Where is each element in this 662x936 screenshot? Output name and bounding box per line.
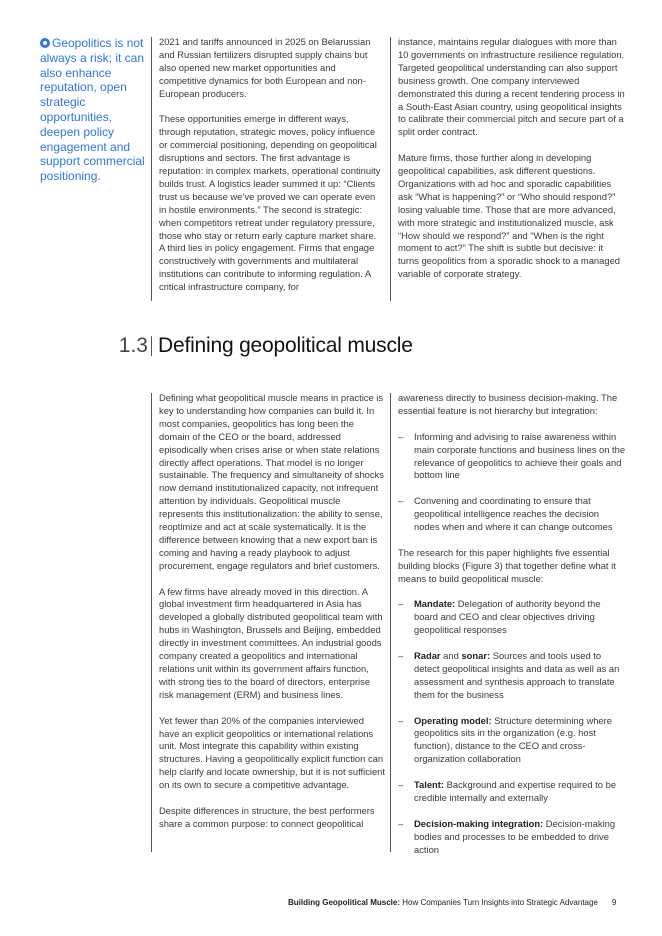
- top-column-2: [398, 36, 626, 281]
- section-number: 1.3: [118, 334, 148, 357]
- list-item: – Convening and coordinating to ensure that geopolitical intelligence reaches the decision nodes when and where it can change outcomes: [398, 495, 626, 534]
- list-text: Delegation of authority beyond the board and CEO and clear objectives driving geopolitical responses: [414, 598, 601, 636]
- list-term: Operating model:: [414, 714, 492, 726]
- column-divider: [390, 37, 391, 301]
- building-blocks-list: [398, 598, 626, 856]
- list-text: Sources and tools used to detect geopolitical insights and data as well as an assessment and synthesis approach to translate them for the business: [414, 650, 620, 700]
- list-term: Radar: [414, 650, 441, 662]
- column-divider: [151, 393, 152, 852]
- section-title: Defining geopolitical muscle: [158, 334, 413, 357]
- list-item: – Informing and advising to raise awareness within main corporate functions and business lines on the relevance of geopolitics to achieve their goals and bottom line: [398, 431, 626, 483]
- list-item: [398, 650, 626, 702]
- list-term: Mandate:: [414, 598, 456, 610]
- paragraph: Yet fewer than 20% of the companies interviewed have an explicit geopolitics or international relations unit. Most integrate this capability within existing structures. Having a geopolitically explicit function can help clarify and locate ownership, but it is not sufficient on its own to secure a competitive advantage.: [159, 714, 385, 791]
- top-column-1: [159, 36, 381, 294]
- integration-list: [398, 431, 626, 534]
- list-text: and: [440, 650, 462, 662]
- paragraph: The research for this paper highlights five essential building blocks (Figure 3) that together define what it means to build geopolitical muscle:: [398, 546, 616, 584]
- column-divider: [390, 393, 391, 852]
- list-item: [398, 818, 626, 857]
- list-item: [398, 779, 626, 805]
- paragraph: Defining what geopolitical muscle means in practice is key to understanding how companies can build it. In most companies, geopolitics has long been the domain of the CEO or the board, addressed episodically when crises arise or when state relations directly affect operations. That model is no longer sustainable. The frequency and simultaneity of shocks now demand institutionalized capacity, not infrequent attention by individuals. Geopolitical muscle represents this institutionalization: the ability to sense, reoptimize and act at scale systematically. It is the difference between knowing that a new export ban is coming and having a ready playbook to adjust procurement, engage regulators and brief customers.: [159, 392, 384, 571]
- list-text: Background and expertise required to be credible internally and externally: [414, 779, 617, 803]
- paragraph: instance, maintains regular dialogues with more than 10 governments on infrastructure resilience regulation. Targeted geopolitical understanding can also support business growth. One company interviewed demonstrated this during a recent tendering process in a South-East Asian country, using geopolitical insights to calibrate their commercial pitch and secure part of a split order contract.: [398, 36, 625, 138]
- list-item: [398, 715, 626, 767]
- list-term: Decision-making integration:: [414, 817, 544, 829]
- footer-title-rest: How Companies Turn Insights into Strategic Advantage: [400, 898, 598, 907]
- paragraph: These opportunities emerge in different ways, through reputation, strategic moves, policy influence or commercial positioning, depending on geopolitical disruptions and sectors. The first advantage is reputation: in complex markets, operational continuity builds trust. A logistics leader summed it up: “Clients trust us because we’ve proved we can operate even in hostile environments.” The second is strategic: when competitors retreat under regulatory pressure, those who stay or return early capture market share. A third lies in policy engagement. Firms that engage constructively with governments and multilateral institutions can contribute to informing regulation. A critical infrastructure company, for: [159, 113, 381, 293]
- callout-bullet-icon: [40, 38, 50, 48]
- paragraph: Mature firms, those further along in developing geopolitical capabilities, ask different questions. Organizations with ad hoc and sporadic capabilities ask “What is happening?” or “Who should respond?” losing valuable time. Those that are more advanced, with more strategic and institutionalized muscle, ask “How should we respond?” and “When is the right moment to act?” The shift is subtle but decisive: it turns geopolitics from a sporadic shock to a managed variable of corporate strategy.: [398, 152, 620, 280]
- bottom-column-2: [398, 392, 626, 857]
- footer-title-bold: Building Geopolitical Muscle:: [288, 898, 401, 907]
- page-number: 9: [611, 898, 617, 907]
- paragraph: Despite differences in structure, the best performers share a common purpose: to connect geopolitical: [159, 804, 375, 829]
- heading-divider: [151, 336, 152, 356]
- bottom-column-1: [159, 392, 385, 831]
- paragraph: awareness directly to business decision-making. The essential feature is not hierarchy but integration:: [398, 392, 618, 416]
- list-item: [398, 598, 626, 637]
- pull-quote-text: Geopolitics is not always a risk; it can also enhance reputation, open strategic opportunities, deepen policy engagement and support commercial positioning.: [40, 36, 145, 184]
- page-footer: [288, 898, 616, 907]
- paragraph: A few firms have already moved in this direction. A global investment firm headquartered in Asia has developed a globally distributed geopolitical team with hubs in Washington, Brussels and Beijing, embedded directly in investment committees. An industrial goods company created a geopolitics and international relations unit within its government affairs function, with strong ties to the board of directors, enterprise risk management (ERM) and business lines.: [159, 585, 383, 700]
- column-divider: [151, 37, 152, 301]
- list-term: sonar:: [461, 650, 491, 662]
- list-text: Structure determining where geopolitics sits in the organization (e.g. host function), distance to the CEO and cross-organization collaboration: [414, 714, 612, 765]
- paragraph: 2021 and tariffs announced in 2025 on Belarussian and Russian fertilizers disrupted supply chains but also opened new market opportunities and competitive dynamics for both European and non-European producers.: [159, 36, 371, 99]
- list-text: Decision-making bodies and processes to be embedded to drive action: [414, 817, 616, 855]
- pull-quote: [40, 36, 146, 184]
- list-term: Talent:: [414, 779, 445, 791]
